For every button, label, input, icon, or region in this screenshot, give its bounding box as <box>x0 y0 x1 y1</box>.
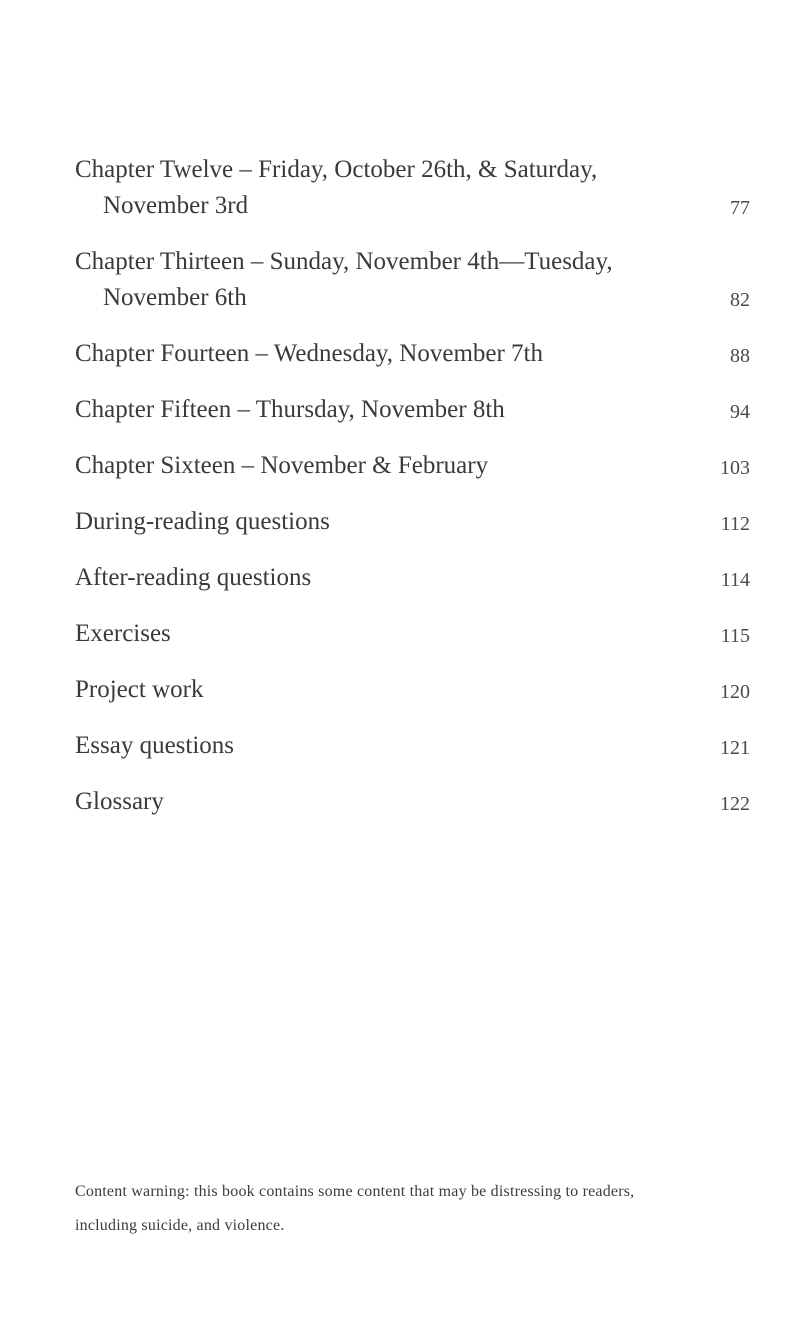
toc-page-number: 94 <box>730 401 750 423</box>
toc-entry-chapter-fourteen <box>75 336 750 372</box>
toc-entry-chapter-thirteen <box>75 244 750 316</box>
toc-entry-title: Chapter Fourteen – Wednesday, November 7th <box>75 340 544 367</box>
toc-entry-title: Chapter Twelve – Friday, October 26th, & Saturday, <box>75 156 598 183</box>
toc-entry-title: After-reading questions <box>75 564 312 591</box>
toc-entry-chapter-twelve <box>75 152 750 224</box>
toc-entry-title: During-reading questions <box>75 508 330 535</box>
content-warning-line: including suicide, and violence. <box>75 1217 285 1234</box>
toc-entry-during-reading-questions <box>75 504 750 540</box>
toc-entry-glossary <box>75 784 750 820</box>
toc-entry-title: Chapter Sixteen – November & February <box>75 452 489 479</box>
toc-entry-chapter-sixteen <box>75 448 750 484</box>
toc-page-number: 114 <box>720 569 750 591</box>
toc-page-number: 77 <box>730 197 750 219</box>
toc-entry-title: Essay questions <box>75 732 235 759</box>
toc-page-number: 112 <box>720 513 750 535</box>
toc-entry-title: Chapter Fifteen – Thursday, November 8th <box>75 396 505 423</box>
toc-entry-exercises <box>75 616 750 652</box>
toc-entry-title: Glossary <box>75 788 164 815</box>
toc-entry-chapter-fifteen <box>75 392 750 428</box>
toc-entry-title: Project work <box>75 676 204 703</box>
toc-page-number: 103 <box>720 457 750 479</box>
toc-entry-essay-questions <box>75 728 750 764</box>
toc-entry-title: Chapter Thirteen – Sunday, November 4th—Tuesday, <box>75 248 613 275</box>
toc-entry-title: Exercises <box>75 620 171 647</box>
table-of-contents <box>75 152 750 840</box>
toc-entry-title-continued: November 6th <box>103 284 247 311</box>
content-warning-line: Content warning: this book contains some content that may be distressing to readers, <box>75 1183 635 1200</box>
toc-page-number: 121 <box>720 737 750 759</box>
toc-page-number: 122 <box>720 793 750 815</box>
toc-entry-title-continued: November 3rd <box>103 192 249 219</box>
toc-entry-project-work <box>75 672 750 708</box>
content-warning <box>75 1175 765 1243</box>
toc-page-number: 120 <box>720 681 750 703</box>
toc-page-number: 88 <box>730 345 750 367</box>
toc-page-number: 82 <box>730 289 750 311</box>
toc-entry-after-reading-questions <box>75 560 750 596</box>
toc-page-number: 115 <box>720 625 750 647</box>
